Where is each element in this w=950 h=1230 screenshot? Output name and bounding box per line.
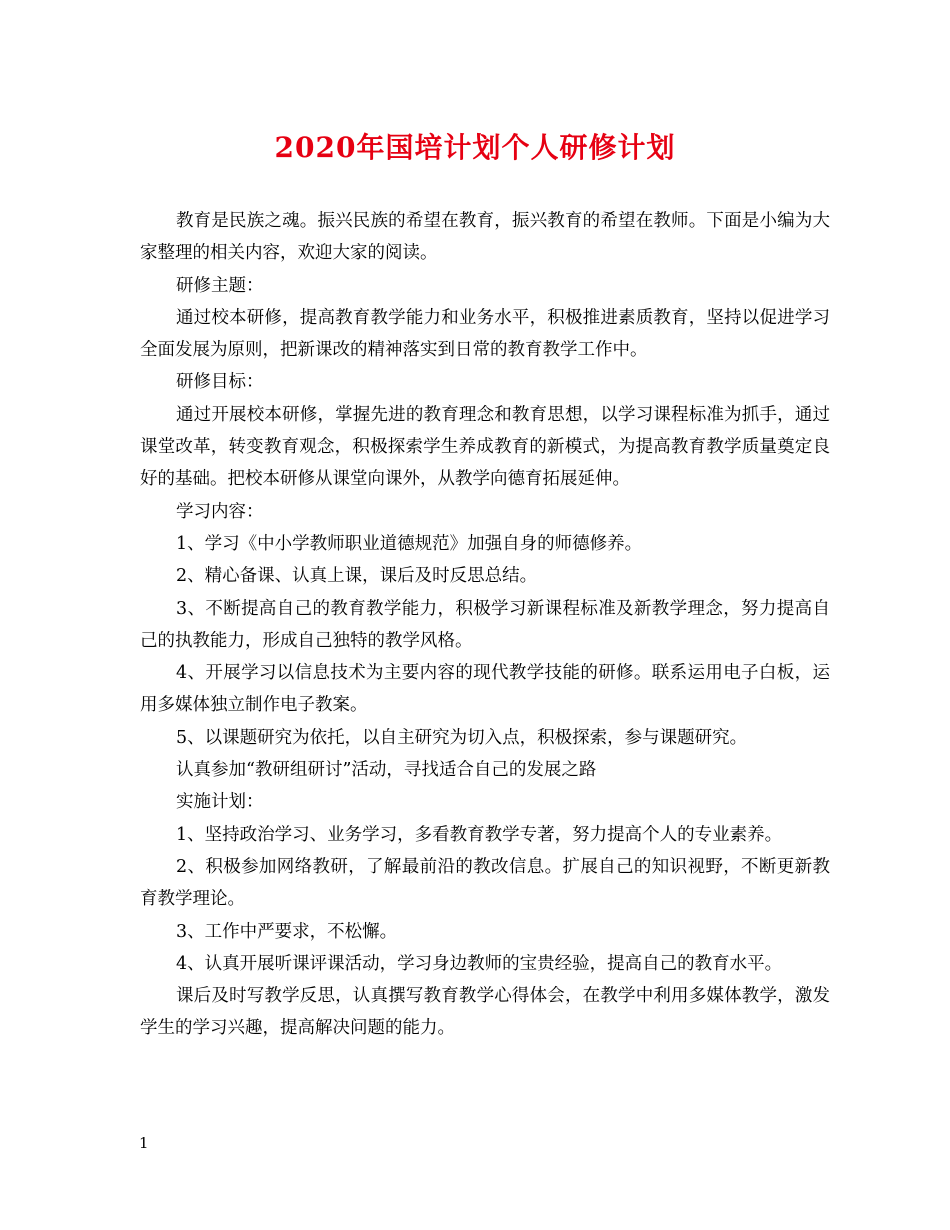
implementation-item-1: 1、坚持政治学习、业务学习，多看教育教学专著，努力提高个人的专业素养。: [176, 824, 783, 845]
learning-content-item-3: 3、不断提高自己的教育教学能力，积极学习新课程标准及新教学理念，努力提高自己的执教能力，形成自己独特的教学风格。: [140, 598, 830, 651]
learning-content-note: 认真参加“教研组研讨”活动，寻找适合自己的发展之路: [176, 760, 597, 781]
section-heading-implementation-plan: 实施计划：: [176, 792, 264, 813]
learning-content-item-1: 1、学习《中小学教师职业道德规范》加强自身的师德修养。: [176, 533, 643, 554]
learning-content-item-2: 2、精心备课、认真上课，课后及时反思总结。: [176, 566, 538, 587]
closing-paragraph: 课后及时写教学反思，认真撰写教育教学心得体会，在教学中利用多媒体教学，激发学生的学习兴趣，提高解决问题的能力。: [140, 986, 830, 1039]
page-number: 1: [139, 1134, 149, 1152]
implementation-item-2: 2、积极参加网络教研，了解最前沿的教改信息。扩展自己的知识视野，不断更新教育教学理论。: [140, 856, 830, 910]
intro-paragraph: 教育是民族之魂。振兴民族的希望在教育，振兴教育的希望在教师。下面是小编为大家整理的相关内容，欢迎大家的阅读。: [140, 211, 830, 264]
learning-content-item-5: 5、以课题研究为依托，以自主研究为切入点，积极探索，参与课题研究。: [176, 727, 748, 748]
research-goal-paragraph: 通过开展校本研修，掌握先进的教育理念和教育思想，以学习课程标准为抓手，通过课堂改革，转变教育观念，积极探索学生养成教育的新模式，为提高教育教学质量奠定良好的基础。把校本研修从课堂向课外，从教学向德育拓展延伸。: [140, 404, 830, 490]
research-theme-paragraph: 通过校本研修，提高教育教学能力和业务水平，积极推进素质教育，坚持以促进学习全面发展为原则，把新课改的精神落实到日常的教育教学工作中。: [140, 307, 830, 361]
implementation-item-4: 4、认真开展听课评课活动，学习身边教师的宝贵经验，提高自己的教育水平。: [176, 953, 783, 974]
document-body: [140, 205, 830, 1045]
section-heading-research-theme: 研修主题：: [176, 275, 264, 296]
implementation-item-3: 3、工作中严要求，不松懈。: [176, 921, 398, 942]
document-title: 2020年国培计划个人研修计划: [274, 131, 676, 164]
section-heading-learning-content: 学习内容：: [176, 501, 264, 522]
section-heading-research-goal: 研修目标：: [176, 372, 264, 393]
learning-content-item-4: 4、开展学习以信息技术为主要内容的现代教学技能的研修。联系运用电子白板，运用多媒体独立制作电子教案。: [140, 663, 830, 716]
